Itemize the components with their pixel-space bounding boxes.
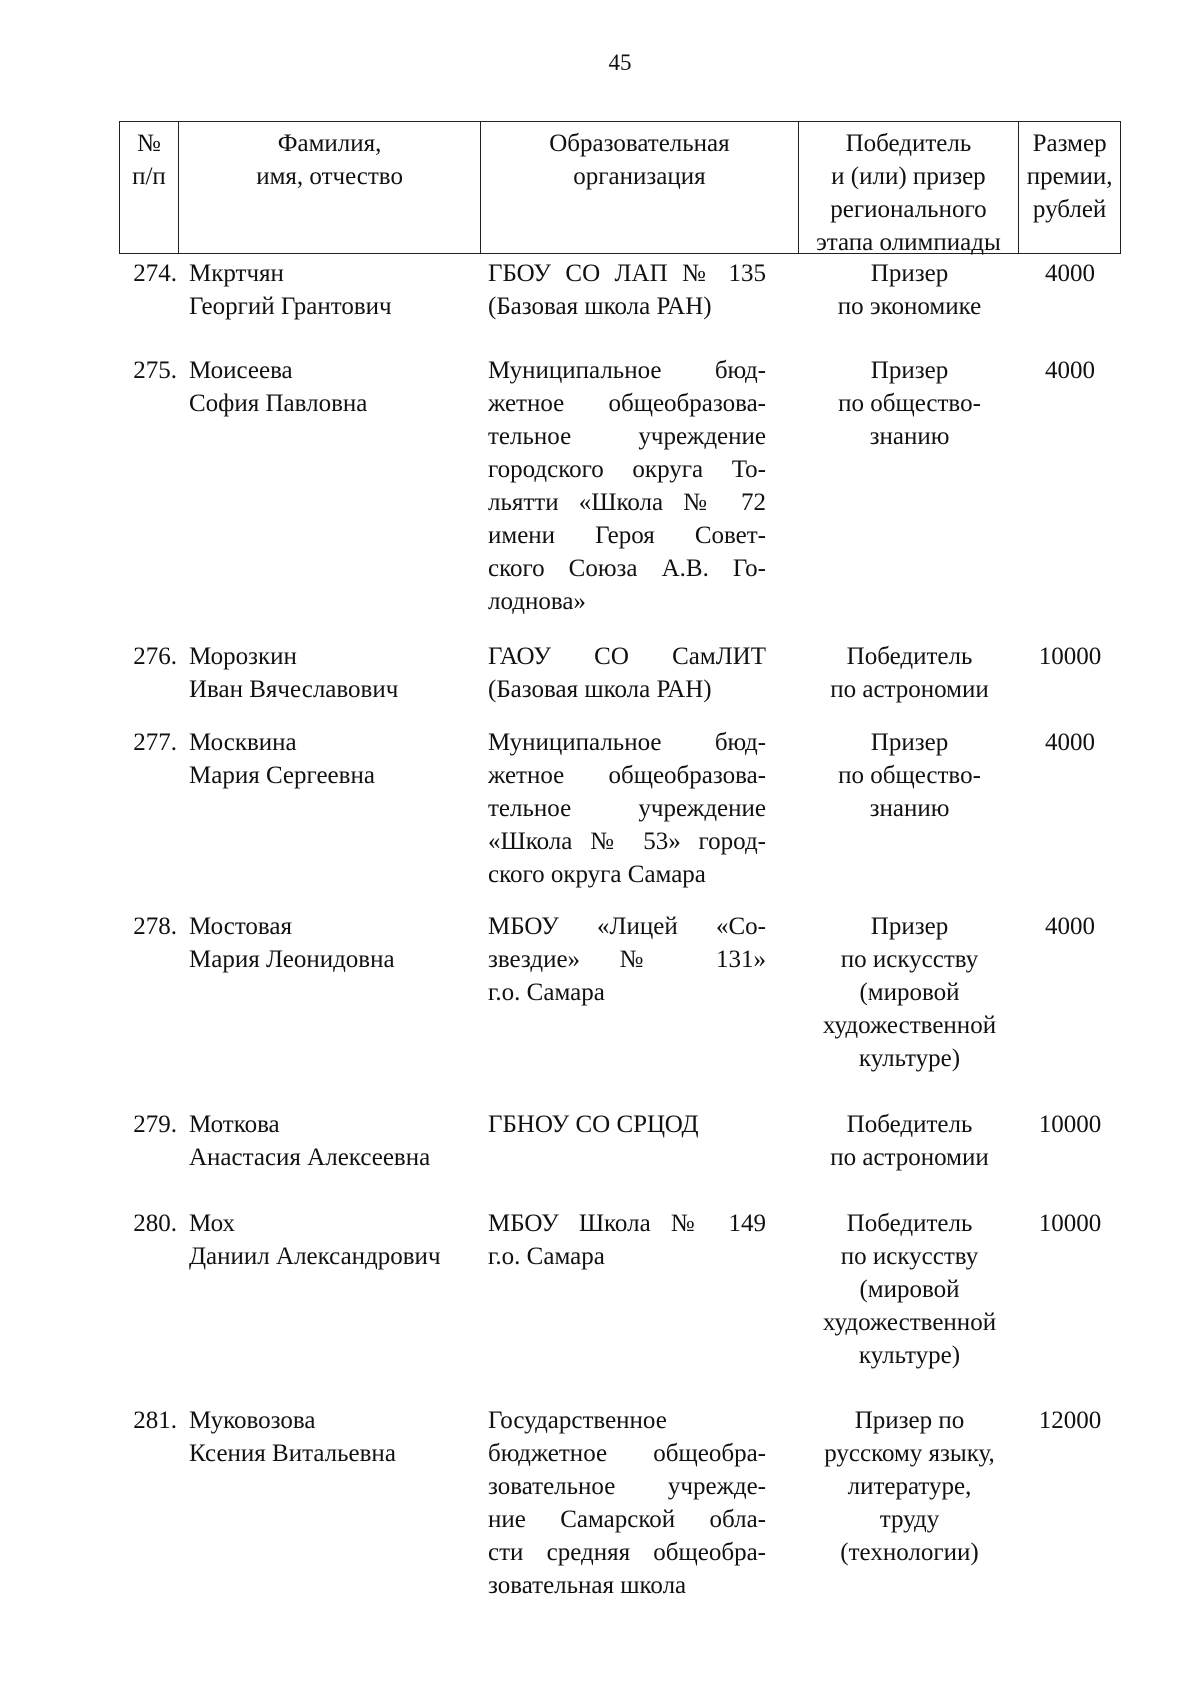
name-line: Мкртчян (189, 260, 284, 287)
participant-name (189, 640, 484, 706)
name-line: Мария Сергеевна (189, 762, 375, 789)
prize-amount: 4000 (1045, 260, 1095, 287)
award-line: литературе, (847, 1473, 972, 1500)
award-status (799, 910, 1020, 1075)
org-line: льятти «Школа № 72 (488, 489, 766, 516)
org-line: (Базовая школа РАН) (488, 293, 712, 320)
org-line: зовательная школа (488, 1572, 687, 1599)
header-num: № п/п (132, 130, 166, 190)
award-line: (технологии) (840, 1539, 979, 1566)
award-line: Победитель (846, 1210, 973, 1237)
prize-amount: 4000 (1045, 357, 1095, 384)
row-number: 280. (133, 1210, 177, 1237)
award-line: знанию (869, 795, 950, 822)
award-line: Призер (870, 357, 949, 384)
name-line: Москвина (189, 729, 297, 756)
organization (488, 1207, 766, 1273)
award-status (799, 640, 1020, 706)
header-prize: Размер премии, рублей (1018, 122, 1120, 253)
prize-amount: 4000 (1045, 729, 1095, 756)
participant-name (189, 1108, 484, 1174)
org-line: тельное учреждение (488, 423, 766, 450)
participant-name (189, 257, 484, 323)
org-line: г.о. Самара (488, 1243, 605, 1270)
award-line: культуре) (858, 1342, 961, 1369)
name-line: София Павловна (189, 390, 368, 417)
award-status (799, 257, 1020, 323)
org-line: Государственное (488, 1407, 667, 1434)
award-status (799, 1207, 1020, 1372)
participant-name (189, 354, 484, 420)
header-award: Победитель и (или) призер регионального этапа олимпиады (798, 122, 1019, 253)
name-line: Иван Вячеславович (189, 676, 399, 703)
org-line: лоднова» (488, 588, 586, 615)
award-line: по общество- (838, 390, 981, 417)
org-line: МБОУ Школа № 149 (488, 1210, 766, 1237)
name-line: Моткова (189, 1111, 280, 1138)
organization (488, 1404, 766, 1602)
award-line: по общество- (838, 762, 981, 789)
award-line: художественной (822, 1309, 997, 1336)
org-line: городского округа То- (488, 456, 766, 483)
name-line: Муковозова (189, 1407, 316, 1434)
prize-amount: 10000 (1038, 1111, 1102, 1138)
header-org: Образовательная организация (480, 122, 797, 253)
name-line: Ксения Витальевна (189, 1440, 396, 1467)
award-line: Призер (870, 260, 949, 287)
name-line: Анастасия Алексеевна (189, 1144, 431, 1171)
award-line: русскому языку, (824, 1440, 995, 1467)
org-line: бюджетное общеобра- (488, 1440, 766, 1467)
org-line: жетное общеобразова- (488, 762, 766, 789)
organization (488, 257, 766, 323)
org-line: ГАОУ СО СамЛИТ (488, 643, 766, 670)
org-line: ГБОУ СО ЛАП № 135 (488, 260, 766, 287)
name-line: Мох (189, 1210, 235, 1237)
award-line: по астрономии (830, 676, 989, 703)
row-number: 281. (133, 1407, 177, 1434)
participant-name (189, 1404, 484, 1470)
name-line: Мостовая (189, 913, 292, 940)
table-header (119, 121, 1121, 254)
award-line: по искусству (840, 946, 979, 973)
org-line: (Базовая школа РАН) (488, 676, 712, 703)
org-line: ского округа Самара (488, 861, 706, 888)
award-line: знанию (869, 423, 950, 450)
award-line: (мировой (859, 1276, 960, 1303)
org-line: жетное общеобразова- (488, 390, 766, 417)
org-line: МБОУ «Лицей «Со- (488, 913, 766, 940)
row-number: 279. (133, 1111, 177, 1138)
org-line: ние Самарской обла- (488, 1506, 766, 1533)
award-line: культуре) (858, 1045, 961, 1072)
row-number: 278. (133, 913, 177, 940)
award-line: труду (879, 1506, 940, 1533)
header-name: Фамилия, имя, отчество (178, 122, 480, 253)
organization (488, 910, 766, 1009)
org-line: ГБНОУ СО СРЦОД (488, 1111, 699, 1138)
name-line: Мария Леонидовна (189, 946, 395, 973)
award-status (799, 1404, 1020, 1569)
name-line: Даниил Александрович (189, 1243, 441, 1270)
award-line: Призер по (854, 1407, 965, 1434)
award-status (799, 1108, 1020, 1174)
organization (488, 726, 766, 891)
award-line: (мировой (859, 979, 960, 1006)
org-line: имени Героя Совет- (488, 522, 766, 549)
award-line: по экономике (837, 293, 982, 320)
org-line: г.о. Самара (488, 979, 605, 1006)
row-number: 277. (133, 729, 177, 756)
org-line: Муниципальное бюд- (488, 357, 766, 384)
prize-amount: 4000 (1045, 913, 1095, 940)
row-number: 275. (133, 357, 177, 384)
org-line: ского Союза А.В. Го- (488, 555, 766, 582)
prize-amount: 10000 (1038, 1210, 1102, 1237)
award-line: по искусству (840, 1243, 979, 1270)
award-line: Победитель (846, 643, 973, 670)
org-line: сти средняя общеобра- (488, 1539, 766, 1566)
organization (488, 640, 766, 706)
participant-name (189, 910, 484, 976)
prize-amount: 12000 (1038, 1407, 1102, 1434)
org-line: зовательное учрежде- (488, 1473, 766, 1500)
name-line: Моисеева (189, 357, 293, 384)
org-line: тельное учреждение (488, 795, 766, 822)
award-status (799, 726, 1020, 825)
award-status (799, 354, 1020, 453)
award-line: Призер (870, 729, 949, 756)
award-line: Победитель (846, 1111, 973, 1138)
award-line: Призер (870, 913, 949, 940)
org-line: звездие» № 131» (488, 946, 766, 973)
page-number: 45 (608, 50, 632, 75)
prize-amount: 10000 (1038, 643, 1102, 670)
org-line: Муниципальное бюд- (488, 729, 766, 756)
org-line: «Школа № 53» город- (488, 828, 766, 855)
award-line: по астрономии (830, 1144, 989, 1171)
row-number: 276. (133, 643, 177, 670)
participant-name (189, 726, 484, 792)
award-line: художественной (822, 1012, 997, 1039)
organization (488, 354, 766, 618)
participant-name (189, 1207, 484, 1273)
name-line: Георгий Грантович (189, 293, 392, 320)
organization (488, 1108, 766, 1141)
row-number: 274. (133, 260, 177, 287)
name-line: Морозкин (189, 643, 297, 670)
